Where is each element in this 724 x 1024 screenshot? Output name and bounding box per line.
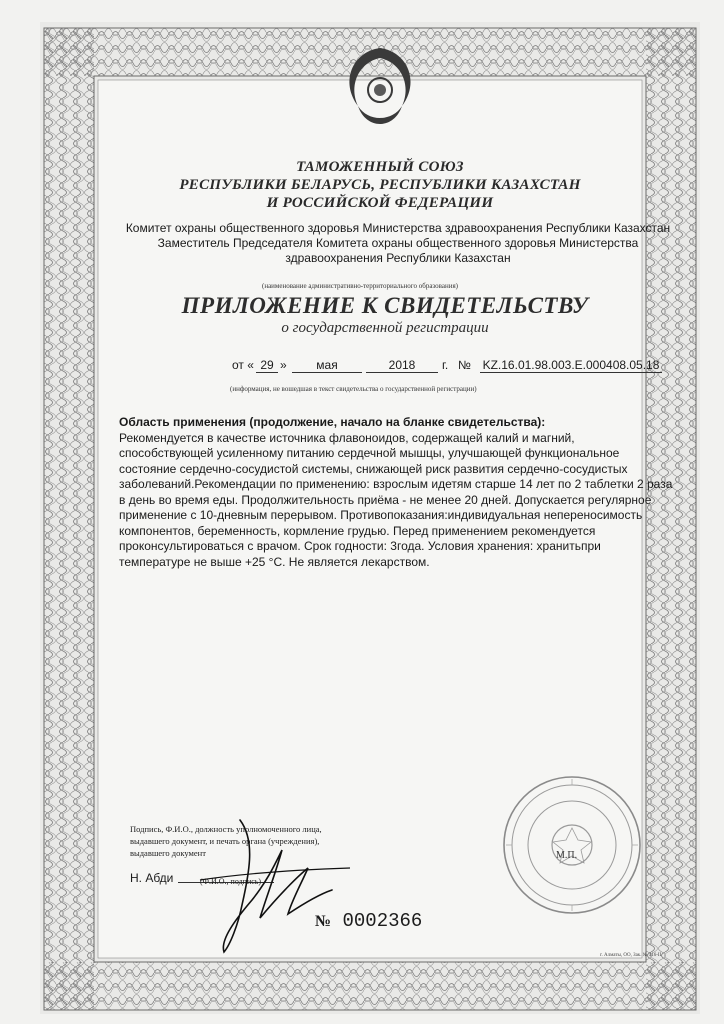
signer-name: Н. Абди xyxy=(130,871,174,885)
date-day-close: » xyxy=(280,358,287,372)
number-label: № xyxy=(458,358,471,372)
customs-union-header xyxy=(120,158,640,212)
form-number xyxy=(315,910,422,932)
committee-caption: (наименование административно-территориального образования) xyxy=(262,282,459,290)
signature-caption-line: выдавшего документ, и печать органа (учреждения), xyxy=(130,836,320,846)
body-line: применение с 10-дневным перерывом. Противопоказания:индивидуальная непереносимость xyxy=(119,508,643,522)
page-subtitle: о государственной регистрации xyxy=(281,320,489,336)
printing-info: г. Алматы, ОО, Зак. № 316-II xyxy=(600,953,662,958)
registration-number: KZ.16.01.98.003.E.000408.05.18 xyxy=(480,358,662,373)
date-day: 29 xyxy=(256,358,278,373)
body-line: компонентов, беременность, кормление грудью. Перед применением рекомендуется xyxy=(119,523,596,538)
handwritten-signature xyxy=(180,810,380,960)
signature-caption-line: Подпись, Ф.И.О., должность уполномоченного лица, xyxy=(130,824,322,834)
application-text xyxy=(119,415,684,570)
signature-caption-line: выдавшего документ xyxy=(130,848,206,858)
year-suffix: г. xyxy=(442,358,449,372)
official-seal xyxy=(498,770,646,920)
date-month: мая xyxy=(292,358,362,373)
committee-line-1: Комитет охраны общественного здоровья Министерства здравоохранения Республики Казахстан xyxy=(125,221,671,235)
union-line-1: ТАМОЖЕННЫЙ СОЮЗ xyxy=(296,159,464,175)
union-line-2: РЕСПУБЛИКИ БЕЛАРУСЬ, РЕСПУБЛИКИ КАЗАХСТАН xyxy=(179,177,581,193)
committee-line-2: Заместитель Председателя Комитета охраны общественного здоровья Министерства xyxy=(157,236,639,250)
body-line: Рекомендуется в качестве источника флавоноидов, содержащей калий и магний, xyxy=(119,430,575,445)
application-heading: Область применения (продолжение, начало на бланке свидетельства): xyxy=(119,415,546,429)
date-year: 2018 xyxy=(366,358,438,373)
committee-line-3: здравоохранения Республики Казахстан xyxy=(285,251,511,265)
date-prefix: от « xyxy=(232,358,254,372)
registration-row xyxy=(232,358,672,374)
body-line: в день во время еды. Продолжительность приёма - не менее 20 дней. Допускается регулярное xyxy=(119,492,652,507)
body-line: состояние сердечно-сосудистой системы, снижающей риск развития сердечно-сосудистых xyxy=(119,461,628,476)
form-number-symbol: № xyxy=(315,913,332,930)
union-line-3: И РОССИЙСКОЙ ФЕДЕРАЦИИ xyxy=(266,195,494,211)
body-line: способствующей усиленному питанию сердечной мышцы, улучшающей функциональное xyxy=(119,446,620,460)
body-line: заболеваний.Рекомендации по применению: взрослым идетям старше 14 лет по 2 таблетки 2 раза xyxy=(119,477,673,491)
body-line: проконсультироваться с врачом. Срок годности: 3года. Условия хранения: хранитьпри xyxy=(119,539,601,553)
registration-caption: (информация, не вошедшая в текст свидетельства о государственной регистрации) xyxy=(230,385,477,393)
form-number-value: 0002366 xyxy=(342,910,423,932)
body-line: температуре не выше +25 °С. Не является лекарством. xyxy=(119,554,430,569)
stamp-label: М.П. xyxy=(556,850,578,861)
issuing-committee xyxy=(118,221,678,266)
signature-field-caption: (Ф.И.О., подпись) xyxy=(200,877,262,886)
customs-union-emblem xyxy=(330,44,430,140)
page-title: ПРИЛОЖЕНИЕ К СВИДЕТЕЛЬСТВУ xyxy=(181,293,589,318)
